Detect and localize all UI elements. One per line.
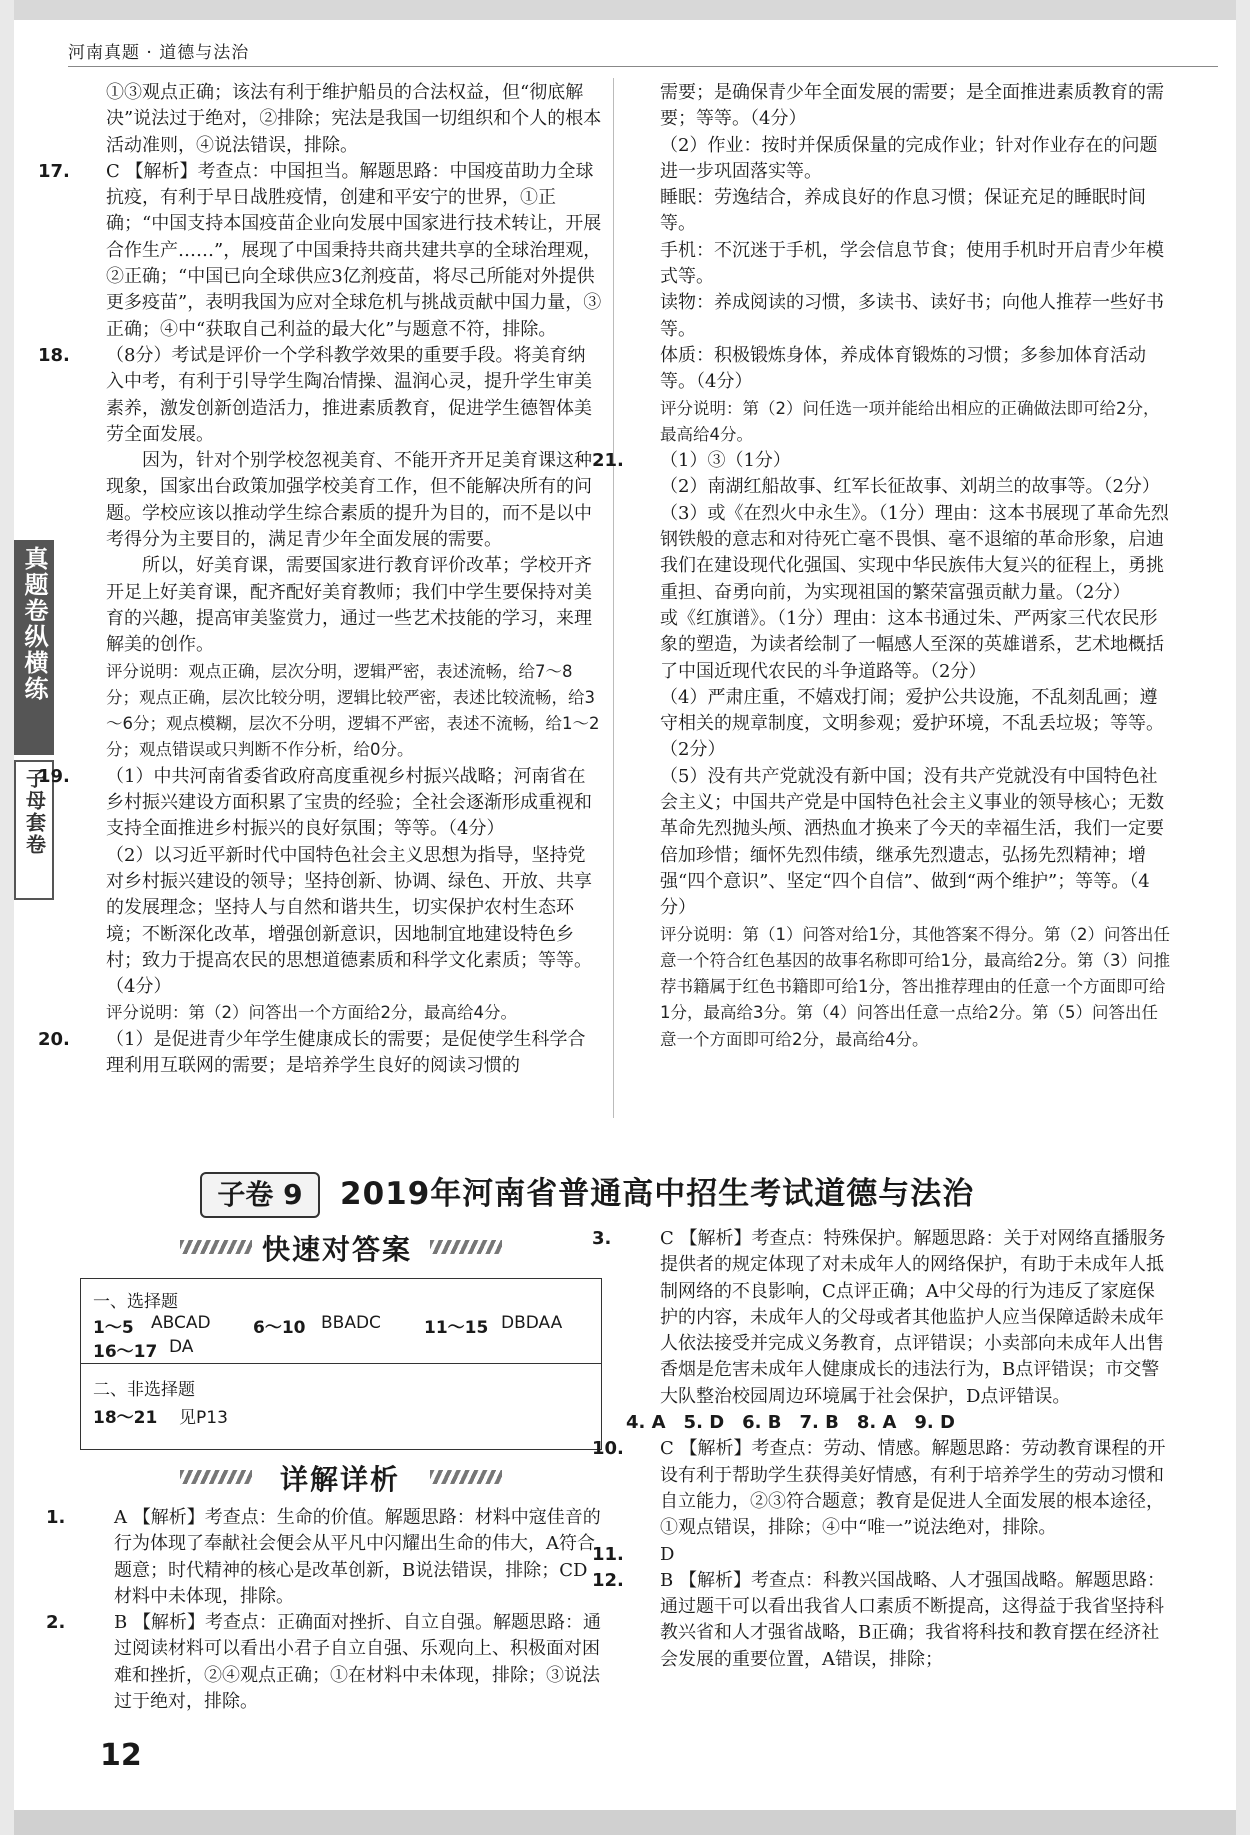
answer-20-p2-reading: 读物：养成阅读的习惯，多读书、读好书；向他人推荐一些好书等。 (660, 292, 1164, 340)
answer-text: C 【解析】考查点：中国担当。解题思路：中国疫苗助力全球抗疫，有利于早日战胜疫情，创建和平安宁的世界，①正确；“中国支持本国疫苗企业向发展中国家进行技术转让，开展合作生产……”，展现了中国秉持共商共建共享的全球治理观，②正确；“中国已向全球供应3亿剂疫苗，将尽己所能对外提供更多疫苗”，表明我国为应对全球危机与挑战贡献中国力量，③正确；④中“获取自己利益的最大化”与题意不符，排除。 (106, 160, 602, 340)
answer-20-p2-fitness: 体质：积极锻炼身体，养成体育锻炼的习惯；多参加体育活动等。（4分） (660, 344, 1146, 393)
right-column-lower (592, 1226, 1171, 1673)
answer-21 (592, 448, 1171, 474)
answer-21-p6: （5）没有共产党就没有新中国；没有共产党就没有中国特色社会主义；中国共产党是中国特色社会主义事业的领导核心；无数革命先烈抛头颅、洒热血才换来了今天的幸福生活，我们一定要倍加珍惜；缅怀先烈伟绩，继承先烈遗志，弘扬先烈精神；增强“四个意识”、坚定“四个自信”、做到“两个维护”；等等。（4分） (660, 765, 1164, 919)
q-number: 2. (46, 1612, 66, 1634)
answer-20-p2-homework: （2）作业：按时并保质保量的完成作业；针对作业存在的问题进一步巩固落实等。 (660, 134, 1158, 182)
answer-18-p3: 所以，好美育课，需要国家进行教育评价改革；学校开齐开足上好美育课，配齐配好美育教师；我们中学生要保持对美育的兴趣，提高审美鉴赏力，通过一些艺术技能的学习，来理解美的创作。 (106, 555, 592, 656)
answer-text: B 【解析】考查点：科教兴国战略、人才强国战略。解题思路：通过题干可以看出我省人口素质不断提高，这得益于我省坚持科教兴省和人才强省战略，B正确；我省将科技和教育摆在经济社会发展的重要位置，A错误，排除； (660, 1569, 1165, 1670)
group-5-answers: 见P13 (179, 1408, 228, 1428)
answer-20-p2-phone: 手机：不沉迷于手机，学会信息节食；使用手机时开启青少年模式等。 (660, 239, 1164, 288)
q-number: 10. (592, 1438, 624, 1460)
q-number: 20. (38, 1028, 70, 1050)
answer-20-continued: 需要；是确保青少年全面发展的需要；是全面推进素质教育的需要；等等。（4分） (660, 82, 1164, 130)
scoring-note-19: 评分说明：第（2）问答出一个方面给2分，最高给4分。 (106, 1003, 517, 1023)
sec2-label: 二、非选择题 (93, 1380, 195, 1400)
section-title: 2019年河南省普通高中招生考试道德与法治 (340, 1176, 975, 1212)
group-2-answers: BBADC (321, 1313, 381, 1333)
quick-answers-title: 快速对答案 (262, 1233, 413, 1266)
right-column-upper (592, 80, 1171, 1053)
group-4-label: 16～17 (93, 1342, 158, 1362)
answer-text: B 【解析】考查点：正确面对挫折、自立自强。解题思路：通过阅读材料可以看出小君子自立自强、乐观向上、积极面对困难和挫折，②④观点正确；①在材料中未体现，排除；③说法过于绝对，排除。 (114, 1612, 601, 1713)
q-number: 1. (46, 1507, 66, 1528)
left-column-upper (38, 80, 602, 1079)
page-number: 12 (100, 1738, 142, 1773)
q-number: 17. (38, 160, 70, 182)
q-number: 3. (592, 1228, 612, 1249)
answer-19 (38, 764, 602, 843)
box-divider (81, 1363, 601, 1364)
scoring-note-21: 评分说明：第（1）问答对给1分，其他答案不得分。第（2）问答出任意一个符合红色基因的故事名称即可给1分，最高给2分。第（3）问推荐书籍属于红色书籍即可给1分，答出推荐理由的任意一个方面即可给1分，最高给3分。第（4）问答出任意一点给2分。第（5）问答出任意一个方面即可给2分，最高给4分。 (660, 924, 1170, 1049)
answer-17 (38, 159, 602, 343)
answer-20 (38, 1027, 602, 1080)
detail-answer-1 (46, 1505, 602, 1610)
answer-19-p2: （2）以习近平新时代中国特色社会主义思想为指导，坚持党对乡村振兴建设的领导；坚持创新、协调、绿色、开放、共享的发展理念；坚持人与自然和谐共生，切实保护农村生态环境；不断深化改革，增强创新意识，因地制宜地建设特色乡村；致力于提高农民的思想道德素质和科学文化素质；等等。（4分） (106, 844, 592, 998)
column-divider (613, 78, 614, 1118)
decor-hatch-right (430, 1240, 502, 1254)
side-tab-main-text: 真题卷纵横练 (20, 546, 48, 702)
answer-21-p2: （2）南湖红船故事、红军长征故事、刘胡兰的故事等。（2分） (660, 476, 1160, 498)
answer-text: C 【解析】考查点：劳动、情感。解题思路：劳动教育课程的开设有利于帮助学生获得美好情感，有利于培养学生的劳动习惯和自立能力，②③符合题意；教育是促进人全面发展的根本途径，①观点错误，排除；④中“唯一”说法绝对，排除。 (660, 1438, 1166, 1539)
detail-answer-3 (592, 1226, 1171, 1410)
q-number: 11. (592, 1543, 624, 1565)
scoring-note-20: 评分说明：第（2）问任选一项并能给出相应的正确做法即可给2分，最高给4分。 (660, 398, 1160, 444)
q-number: 21. (592, 450, 624, 472)
answer-text: A 【解析】考查点：生命的价值。解题思路：材料中寇佳音的行为体现了奉献社会便会从平凡中闪耀出生命的伟大，A符合题意；时代精神的核心是改革创新，B说法错误，排除；CD材料中未体现，排除。 (114, 1507, 601, 1607)
answer-text: （1）③（1分） (660, 450, 791, 472)
q-number: 12. (592, 1569, 624, 1591)
answer-text: （1）中共河南省委省政府高度重视乡村振兴战略；河南省在乡村振兴建设方面积累了宝贵的经验；全社会逐渐形成重视和支持全面推进乡村振兴的良好氛围；等等。（4分） (106, 765, 592, 840)
group-4-answers: DA (169, 1337, 194, 1357)
running-header: 河南真题 · 道德与法治 (68, 43, 250, 63)
subpaper-badge: 子卷 9 (200, 1172, 320, 1218)
answer-21-p4: 或《红旗谱》。（1分）理由：这本书通过朱、严两家三代农民形象的塑造，为读者绘制了一幅感人至深的英雄谱系，艺术地概括了中国近现代农民的斗争道路等。（2分） (660, 607, 1164, 682)
answer-20-p2-sleep: 睡眠：劳逸结合，养成良好的作息习惯；保证充足的睡眠时间等。 (660, 187, 1146, 235)
group-5-label: 18～21 (93, 1408, 158, 1428)
top-scan-band (14, 0, 1236, 20)
answer-text: D (660, 1543, 675, 1565)
section-title-bar (200, 1170, 1060, 1220)
group-3-label: 11～15 (424, 1318, 489, 1338)
detailed-analysis-title: 详解详析 (280, 1463, 401, 1496)
decor-hatch-right-2 (430, 1470, 502, 1484)
quick-answer-box (80, 1278, 602, 1450)
detail-answer-2 (46, 1610, 602, 1715)
bottom-scan-band (14, 1810, 1236, 1835)
decor-hatch-left-2 (180, 1470, 252, 1484)
group-1-label: 1～5 (93, 1318, 134, 1338)
answer-21-p3: （3）或《在烈火中永生》。（1分）理由：这本书展现了革命先烈钢铁般的意志和对待死亡毫不畏惧、毫不退缩的革命形象，启迪我们在建设现代化强国、实现中华民族伟大复兴的征程上，勇挑重担、奋勇向前，为实现祖国的繁荣富强贡献力量。（2分） (660, 502, 1169, 603)
detail-answer-10 (592, 1436, 1171, 1541)
group-1-answers: ABCAD (151, 1313, 211, 1333)
scoring-note-18: 评分说明：观点正确，层次分明，逻辑严密，表述流畅，给7～8分；观点正确，层次比较分明，逻辑比较严密，表述比较流畅，给3～6分；观点模糊，层次不分明，逻辑不严密，表述不流畅，给1～2分；观点错误或只判断不作分析，给0分。 (106, 661, 600, 760)
decor-hatch-left (180, 1240, 252, 1254)
sec1-label: 一、选择题 (93, 1292, 178, 1312)
answer-18 (38, 343, 602, 448)
q-number: 19. (38, 765, 70, 787)
detail-answer-11 (592, 1542, 1171, 1568)
detail-answer-12 (592, 1568, 1171, 1673)
q-number: 18. (38, 344, 70, 366)
answer-text: （1）是促进青少年学生健康成长的需要；是促使学生科学合理利用互联网的需要；是培养学生良好的阅读习惯的 (106, 1028, 586, 1076)
side-tab-sub-text: 子母套卷 (22, 768, 47, 856)
group-2-label: 6～10 (253, 1318, 306, 1338)
left-column-lower (46, 1505, 602, 1715)
header-rule (68, 66, 1218, 67)
side-tab-main (14, 540, 54, 755)
answer-18-p2: 因为，针对个别学校忽视美育、不能开齐开足美育课这种现象，国家出台政策加强学校美育工作，但不能解决所有的问题。学校应该以推动学生综合素质的提升为目的，而不是以中考得分为主要目的，满足青少年全面发展的需要。 (106, 450, 592, 551)
answer-text: C 【解析】考查点：特殊保护。解题思路：关于对网络直播服务提供者的规定体现了对未成年人的网络保护，有助于未成年人抵制网络的不良影响，C点评正确；A中父母的行为违反了家庭保护的内容，未成年人的父母或者其他监护人应当保障适龄未成年人依法接受并完成义务教育，点评错误；小卖部向未成年人出售香烟是危害未成年人健康成长的违法行为，B点评错误；市交警大队整治校园周边环境属于社会保护，D点评错误。 (660, 1228, 1166, 1407)
answer-21-p5: （4）严肃庄重，不嬉戏打闹；爱护公共设施，不乱刻乱画；遵守相关的规章制度，文明参观；爱护环境，不乱丢垃圾；等等。（2分） (660, 686, 1164, 761)
detail-answers-4-9: 4. A 5. D 6. B 7. B 8. A 9. D (626, 1412, 955, 1434)
group-3-answers: DBDAA (501, 1313, 563, 1333)
q16-continued: ①③观点正确；该法有利于维护船员的合法权益，但“彻底解决”说法过于绝对，②排除；宪法是我国一切组织和个人的根本活动准则，④说法错误，排除。 (106, 82, 602, 156)
answer-text: （8分）考试是评价一个学科教学效果的重要手段。将美育纳入中考，有利于引导学生陶冶情操、温润心灵，提升学生审美素养，激发创新创造活力，推进素质教育，促进学生德智体美劳全面发展。 (106, 344, 592, 445)
